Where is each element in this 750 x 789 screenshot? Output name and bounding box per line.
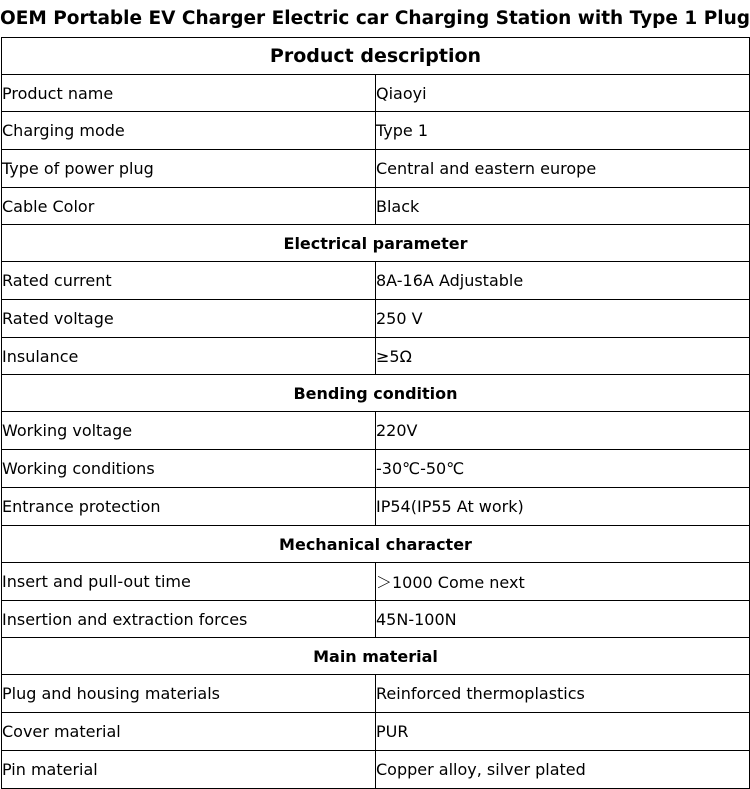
spec-value: Reinforced thermoplastics [376, 675, 750, 713]
spec-label: Insulance [2, 338, 376, 375]
table-row [2, 751, 750, 789]
page-title: OEM Portable EV Charger Electric car Charging Station with Type 1 Plug [0, 8, 750, 29]
table-row [2, 450, 750, 488]
spec-table [1, 37, 750, 789]
table-row [2, 112, 750, 150]
spec-value: -30℃-50℃ [376, 450, 750, 488]
spec-value: ≥5Ω [376, 338, 750, 375]
table-row [2, 488, 750, 526]
section-header-row [2, 638, 750, 675]
spec-label: Cover material [2, 713, 376, 751]
table-row [2, 75, 750, 112]
spec-label: Cable Color [2, 188, 376, 225]
spec-label: Working voltage [2, 412, 376, 450]
section-heading-electrical-parameter: Electrical parameter [2, 225, 750, 262]
spec-value: Copper alloy, silver plated [376, 751, 750, 789]
section-heading-product-description: Product description [2, 38, 750, 75]
section-header-row [2, 225, 750, 262]
spec-label: Plug and housing materials [2, 675, 376, 713]
table-row [2, 713, 750, 751]
spec-value: PUR [376, 713, 750, 751]
spec-label: Pin material [2, 751, 376, 789]
spec-value: ＞1000 Come next [376, 563, 750, 601]
table-row [2, 601, 750, 638]
spec-label: Insertion and extraction forces [2, 601, 376, 638]
section-heading-bending-condition: Bending condition [2, 375, 750, 412]
spec-label: Working conditions [2, 450, 376, 488]
table-row [2, 563, 750, 601]
spec-label: Insert and pull-out time [2, 563, 376, 601]
spec-label: Charging mode [2, 112, 376, 150]
spec-value: 8A-16A Adjustable [376, 262, 750, 300]
section-heading-main-material: Main material [2, 638, 750, 675]
spec-label: Type of power plug [2, 150, 376, 188]
spec-value: Central and eastern europe [376, 150, 750, 188]
spec-label: Product name [2, 75, 376, 112]
section-header-row [2, 38, 750, 75]
spec-value: 250 V [376, 300, 750, 338]
spec-value: 220V [376, 412, 750, 450]
section-heading-mechanical-character: Mechanical character [2, 526, 750, 563]
table-row [2, 300, 750, 338]
spec-label: Entrance protection [2, 488, 376, 526]
spec-value: 45N-100N [376, 601, 750, 638]
table-row [2, 412, 750, 450]
spec-value: IP54(IP55 At work) [376, 488, 750, 526]
spec-label: Rated current [2, 262, 376, 300]
spec-label: Rated voltage [2, 300, 376, 338]
table-row [2, 675, 750, 713]
section-header-row [2, 526, 750, 563]
table-row [2, 262, 750, 300]
table-row [2, 150, 750, 188]
spec-value: Qiaoyi [376, 75, 750, 112]
section-header-row [2, 375, 750, 412]
spec-value: Type 1 [376, 112, 750, 150]
table-row [2, 188, 750, 225]
spec-value: Black [376, 188, 750, 225]
table-row [2, 338, 750, 375]
